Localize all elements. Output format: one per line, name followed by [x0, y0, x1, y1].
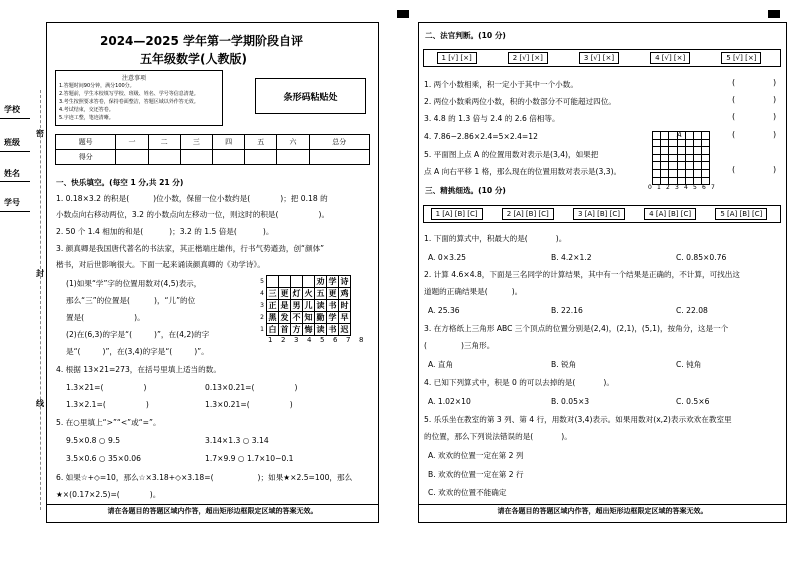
q-text: )。 — [149, 490, 161, 499]
q-text: )；3.2 的 1.5 倍是( — [169, 227, 237, 236]
answer-paren[interactable]: ) — [773, 78, 777, 87]
poem-cell: 更 — [328, 289, 337, 298]
poem-x-label: 5 — [320, 336, 325, 344]
gutter-line — [0, 181, 30, 182]
score-row-label: 得分 — [56, 150, 116, 165]
choice-q4-opt[interactable]: A. 1.02×10 — [428, 397, 471, 406]
grid-cell — [702, 154, 710, 162]
answer-paren[interactable]: ( — [732, 78, 736, 87]
poem-cell — [267, 276, 279, 288]
grid-x-label: 1 — [657, 184, 661, 191]
score-header: 五 — [245, 135, 277, 150]
score-cell[interactable] — [116, 150, 148, 165]
q-text: )。 — [318, 210, 330, 219]
gutter-line — [0, 211, 30, 212]
poem-y-label: 3 — [260, 302, 264, 309]
notice-line: 5.字迹工整，笔迹清晰。 — [59, 115, 114, 121]
poem-cell: 书 — [328, 301, 337, 310]
right-footer: 请在各题目的答题区域内作答，超出矩形边框限定区域的答案无效。 — [497, 507, 708, 515]
poem-cell — [303, 276, 315, 288]
poem-cell: 诗 — [340, 277, 349, 286]
q-text: )。 — [262, 227, 274, 236]
choice-q5-line2 — [424, 432, 572, 442]
grid-x-label: 4 — [684, 184, 688, 191]
q-text: 小数点向右移动两位，3.2 的小数点向左移动一位，则这时的积是( — [56, 210, 279, 219]
barcode-area: 条形码粘贴处 — [255, 78, 366, 114]
answer-box[interactable]: 4 [A] [B] [C] — [644, 208, 696, 220]
choice-q1 — [424, 234, 566, 244]
grid-x-label: 5 — [693, 184, 697, 191]
choice-q5-line1: 5. 乐乐坐在教室的第 3 列、第 4 行，用数对(3,4)表示。如果用数对(x,2)表示欢欢在教室里 — [424, 415, 732, 424]
grid-cell — [677, 154, 685, 162]
grid-cell — [677, 169, 685, 177]
poem-cell: 灯 — [292, 289, 301, 298]
q5b: 3.14×1.3 ○ 3.14 — [205, 436, 269, 445]
q1-line2 — [56, 210, 329, 220]
grid-x-label: 7 — [711, 184, 715, 191]
gutter-line — [0, 118, 30, 119]
grid-cell — [661, 162, 669, 170]
grid-x-label: 2 — [666, 184, 670, 191]
poem-x-label: 1 — [268, 336, 273, 344]
q3-line2: 楷书，对后世影响很大。下面一起来诵读颜真卿的《劝学诗》。 — [56, 260, 265, 269]
corner-mark-left — [397, 10, 409, 18]
grid-cell — [661, 169, 669, 177]
grid-cell — [702, 162, 710, 170]
gutter-feng: 封 — [36, 269, 44, 278]
score-cell[interactable] — [277, 150, 309, 165]
poem-cell: 不 — [292, 313, 301, 322]
choice-q3-opt[interactable]: B. 锐角 — [551, 360, 577, 369]
poem-cell: 学 — [328, 277, 337, 286]
poem-x-label: 7 — [346, 336, 351, 344]
q-text: ( — [424, 341, 427, 350]
poem-cell: 白 — [268, 325, 277, 334]
notice-line: 2.答题前，学生本校填写学校、班级、姓名、学号等信息清楚。 — [59, 91, 199, 97]
judge-q5a: 5. 平面图上点 A 的位置用数对表示是(3,4)，如果把 — [424, 150, 599, 159]
choice-q3-line2 — [424, 341, 494, 351]
poem-cell: 是 — [280, 301, 289, 310]
q-text: )；如果★×2.5=100，那么 — [257, 473, 353, 482]
q4-title: 4. 根据 13×21=273，在括号里填上适当的数。 — [56, 365, 221, 374]
q-text: ★×(0.17×2.5)=( — [56, 490, 120, 499]
q2-line — [56, 227, 273, 237]
choice-q4-opt[interactable]: C. 0.5×6 — [676, 397, 710, 406]
poem-cell: 更 — [280, 289, 289, 298]
poem-y-label: 1 — [260, 326, 264, 333]
poem-cell: 黑 — [268, 313, 277, 322]
poem-cell: 火 — [304, 289, 313, 298]
q-text: )。 — [603, 378, 614, 387]
poem-y-label: 4 — [260, 290, 264, 297]
grid-cell — [677, 162, 685, 170]
choice-q4 — [424, 378, 614, 388]
grid-cell — [702, 147, 710, 155]
grid-cell — [669, 139, 677, 147]
poem-cell: 发 — [280, 313, 289, 322]
gutter-name: 姓名 — [4, 169, 20, 178]
sec2-title: 二、法官判断。(10 分) — [425, 31, 506, 40]
q5c: 3.5×0.6 ○ 35×0.06 — [66, 454, 141, 463]
grid-cell — [685, 132, 693, 140]
poem-cell: 首 — [280, 325, 289, 334]
q3-sub1: (1)如果“学”字的位置用数对(4,5)表示， — [66, 279, 202, 288]
choice-q5-opt[interactable]: C. 欢欢的位置不能确定 — [428, 488, 507, 497]
exam-subtitle: 五年级数学(人教版) — [140, 52, 247, 66]
grid-cell — [661, 132, 669, 140]
answer-box[interactable]: 4 [√] [×] — [650, 52, 690, 64]
poem-cell: 劝 — [316, 277, 325, 286]
score-header: 总分 — [309, 135, 369, 150]
judge-q3: 3. 4.8 的 1.3 倍与 2.4 的 2.6 倍相等。 — [424, 114, 560, 123]
q-text: 置是( — [66, 313, 85, 322]
score-header: 题号 — [56, 135, 116, 150]
grid-cell — [685, 139, 693, 147]
choice-q4-opt[interactable]: B. 0.05×3 — [551, 397, 590, 406]
choice-q3-opt[interactable]: A. 直角 — [428, 360, 454, 369]
answer-box[interactable]: 3 [√] [×] — [579, 52, 619, 64]
choice-q3-line1: 3. 在方格纸上三角形 ABC 三个顶点的位置分别是(2,4)，(2,1)，(5,1)，按角分，这是一个 — [424, 324, 729, 333]
grid-x-label: 0 — [648, 184, 652, 191]
q-text: 0.13×0.21=( — [205, 383, 255, 392]
score-cell[interactable] — [245, 150, 277, 165]
grid-cell — [653, 147, 661, 155]
gutter-line — [0, 151, 30, 152]
q5a: 9.5×0.8 ○ 9.5 — [66, 436, 121, 445]
answer-paren[interactable]: ( — [732, 112, 736, 121]
poem-cell: 男 — [292, 301, 301, 310]
answer-box[interactable]: 1 [√] [×] — [437, 52, 477, 64]
coordinate-grid — [652, 131, 710, 185]
score-cell[interactable] — [148, 150, 180, 165]
q-text: 道题的正确结果是( — [424, 287, 488, 296]
poem-cell: 早 — [340, 313, 349, 322]
answer-paren[interactable]: ( — [732, 165, 736, 174]
q-text: )三角形。 — [460, 341, 495, 350]
q-text: )”，在(3,4)的字是“( — [102, 347, 173, 356]
grid-cell — [693, 162, 701, 170]
grid-x-axis — [648, 184, 720, 191]
q-text: (2)在(6,3)的字是“( — [66, 330, 133, 339]
choice-q2-line2 — [424, 287, 522, 297]
choice-q1-opt[interactable]: C. 0.85×0.76 — [676, 253, 727, 262]
answer-paren[interactable]: ) — [773, 95, 777, 104]
q-text: 的位置，那么下列说法错误的是( — [424, 432, 534, 441]
q-text: 是“( — [66, 347, 81, 356]
q-text: )；把 0.18 的 — [280, 194, 328, 203]
grid-cell — [685, 162, 693, 170]
notice-line: 3.考生按照要求答卷，保持卷面整洁，答题区域以外作答无效。 — [59, 99, 199, 105]
exam-title: 2024—2025 学年第一学期阶段自评 — [100, 34, 303, 48]
sec3-answer-boxes — [423, 205, 781, 223]
q-text: 6. 如果☆+◇=10，那么☆×3.18+◇×3.18=( — [56, 473, 214, 482]
answer-box[interactable]: 3 [A] [B] [C] — [573, 208, 625, 220]
answer-paren[interactable]: ) — [773, 112, 777, 121]
poem-cell: 儿 — [304, 301, 313, 310]
q-text: )”，在(4,2)的字 — [154, 330, 210, 339]
q-text: )位小数，保留一位小数约是( — [153, 194, 251, 203]
q-text: )。 — [511, 287, 523, 296]
poem-cell: 读 — [316, 325, 325, 334]
poem-cell: 书 — [328, 325, 337, 334]
score-header: 一 — [116, 135, 148, 150]
q4a: 1.3×21=( ) — [66, 383, 147, 392]
grid-cell — [685, 169, 693, 177]
poem-cell: 方 — [292, 325, 301, 334]
grid-cell — [661, 139, 669, 147]
q-text: 1.3×2.1=( — [66, 400, 106, 409]
gutter-seal: 密 — [36, 129, 44, 138]
notice-box — [55, 70, 223, 126]
poem-cell: 知 — [304, 313, 313, 322]
poem-x-label: 3 — [294, 336, 299, 344]
q4d: 1.3×0.21=( ) — [205, 400, 293, 409]
sec2-answer-boxes — [423, 49, 781, 67]
judge-q4: 4. 7.86−2.86×2.4=5×2.4=12 — [424, 132, 538, 141]
answer-box[interactable]: 1 [A] [B] [C] — [431, 208, 483, 220]
grid-cell — [693, 147, 701, 155]
poem-cell: 勤 — [316, 313, 325, 322]
q-text: )。 — [561, 432, 572, 441]
q3-sub3 — [66, 313, 145, 323]
q-text: 4. 已知下列算式中，积是 0 的可以去掉的是( — [424, 378, 576, 387]
q3-line1: 3. 颜真卿是我国唐代著名的书法家，其正楷端庄雄伟，行书气势遒劲，创“颜体” — [56, 244, 325, 253]
q3-sub4 — [66, 330, 209, 340]
grid-x-label: 3 — [675, 184, 679, 191]
grid-cell — [693, 154, 701, 162]
q1-line1 — [56, 194, 328, 204]
choice-q2-opt[interactable]: A. 25.36 — [428, 306, 460, 315]
q3-sub5 — [66, 347, 209, 357]
poem-cell: 迟 — [340, 325, 349, 334]
poem-cell: 时 — [340, 301, 349, 310]
poem-cell: 悔 — [304, 325, 313, 334]
q4b: 0.13×0.21=( ) — [205, 383, 298, 392]
answer-paren[interactable]: ) — [773, 130, 777, 139]
q-text: )。 — [134, 313, 145, 322]
score-cell[interactable] — [180, 150, 212, 165]
choice-q2-line1: 2. 计算 4.6×4.8，下面是三名同学的计算结果，其中有一个结果是正确的，不计算，可找出这 — [424, 270, 740, 279]
grid-x-label: 6 — [702, 184, 706, 191]
poem-cell: 三 — [268, 289, 277, 298]
grid-cell — [653, 139, 661, 147]
q5-title: 5. 在○里填上“>”“<”或“=”。 — [56, 418, 161, 427]
grid-cell — [669, 132, 677, 140]
q6-line2 — [56, 490, 160, 500]
q-text: 那么“三”的位置是( — [66, 296, 130, 305]
score-header: 三 — [180, 135, 212, 150]
q-text: )”。 — [194, 347, 209, 356]
score-table — [55, 134, 370, 165]
choice-q2-opt[interactable]: B. 22.16 — [551, 306, 583, 315]
grid-cell — [693, 132, 701, 140]
gutter-xian: 线 — [36, 399, 44, 408]
sec3-title: 三、精挑细选。(10 分) — [425, 186, 506, 195]
gutter-number: 学号 — [4, 198, 20, 207]
q6-line1 — [56, 473, 352, 483]
answer-paren[interactable]: ( — [732, 130, 736, 139]
judge-q1: 1. 两个小数相乘，积一定小于其中一个小数。 — [424, 80, 578, 89]
grid-cell — [702, 139, 710, 147]
grid-cell — [653, 132, 661, 140]
q-text: 2. 50 个 1.4 相加的和是( — [56, 227, 144, 236]
poem-cell: 五 — [316, 289, 325, 298]
choice-q3-opt[interactable]: C. 钝角 — [676, 360, 702, 369]
q-text: 1.3×0.21=( — [205, 400, 250, 409]
q5d: 1.7×9.9 ○ 1.7×10−0.1 — [205, 454, 294, 463]
answer-paren[interactable]: ) — [773, 165, 777, 174]
grid-cell — [702, 132, 710, 140]
grid-cell — [685, 154, 693, 162]
choice-q1-opt[interactable]: A. 0×3.25 — [428, 253, 466, 262]
grid-cell — [661, 154, 669, 162]
q-text: 1. 下面的算式中，积最大的是( — [424, 234, 528, 243]
grid-cell — [653, 154, 661, 162]
grid-cell — [702, 169, 710, 177]
score-header: 六 — [277, 135, 309, 150]
answer-box[interactable]: 2 [√] [×] — [508, 52, 548, 64]
grid-cell — [693, 169, 701, 177]
answer-box[interactable]: 5 [A] [B] [C] — [715, 208, 767, 220]
grid-cell — [653, 162, 661, 170]
score-header: 二 — [148, 135, 180, 150]
choice-q5-opt[interactable]: B. 欢欢的位置一定在第 2 行 — [428, 470, 524, 479]
answer-box[interactable]: 2 [A] [B] [C] — [502, 208, 554, 220]
poem-x-label: 6 — [333, 336, 338, 344]
poem-cell: 读 — [316, 301, 325, 310]
grid-cell — [677, 139, 685, 147]
gutter-class: 班级 — [4, 138, 20, 147]
gutter-dash — [40, 90, 41, 510]
score-cell[interactable] — [309, 150, 369, 165]
corner-mark-right — [768, 10, 780, 18]
left-footer-divider — [46, 504, 379, 505]
answer-paren[interactable]: ( — [732, 95, 736, 104]
poem-cell: 鸡 — [340, 289, 349, 298]
point-a-label: A — [677, 131, 682, 139]
choice-q2-opt[interactable]: C. 22.08 — [676, 306, 708, 315]
grid-cell — [669, 147, 677, 155]
poem-x-label: 8 — [359, 336, 364, 344]
poem-cell — [291, 276, 303, 288]
q4c: 1.3×2.1=( ) — [66, 400, 149, 409]
q-text: 1. 0.18×3.2 的积是( — [56, 194, 130, 203]
grid-cell — [669, 169, 677, 177]
q-text: )。 — [555, 234, 567, 243]
grid-cell — [653, 169, 661, 177]
sec1-title: 一、快乐填空。(每空 1 分,共 21 分) — [56, 178, 184, 187]
notice-line: 4.考试结束，交还答卷。 — [59, 107, 114, 113]
judge-q2: 2. 两位小数乘两位小数，积的小数部分不可能超过四位。 — [424, 97, 616, 106]
poem-cell: 正 — [268, 301, 277, 310]
judge-q5b: 点 A 向右平移 1 格，那么现在的位置用数对表示是(3,3)。 — [424, 167, 622, 176]
poem-y-label: 5 — [260, 278, 264, 285]
q3-sub2 — [66, 296, 195, 306]
q-text: )，“儿”的位 — [154, 296, 196, 305]
answer-box[interactable]: 5 [√] [×] — [721, 52, 761, 64]
grid-cell — [685, 147, 693, 155]
score-header: 四 — [212, 135, 244, 150]
grid-cell — [669, 154, 677, 162]
grid-cell — [693, 139, 701, 147]
poem-cell: 学 — [328, 313, 337, 322]
score-cell[interactable] — [212, 150, 244, 165]
poem-cell — [279, 276, 291, 288]
grid-cell — [677, 147, 685, 155]
choice-q1-opt[interactable]: B. 4.2×1.2 — [551, 253, 592, 262]
grid-cell — [669, 162, 677, 170]
notice-title: 注意事项 — [122, 75, 147, 82]
left-footer: 请在各题目的答题区域内作答，超出矩形边框限定区域的答案无效。 — [107, 507, 318, 515]
right-footer-divider — [418, 504, 787, 505]
poem-y-label: 2 — [260, 314, 264, 321]
q-text: 1.3×21=( — [66, 383, 104, 392]
gutter-school: 学校 — [4, 105, 20, 114]
poem-grid — [258, 275, 372, 344]
choice-q5-opt[interactable]: A. 欢欢的位置一定在第 2 列 — [428, 451, 524, 460]
notice-line: 1.答题时间90分钟，满分100分。 — [59, 83, 135, 89]
poem-x-label: 2 — [281, 336, 286, 344]
poem-x-label: 4 — [307, 336, 312, 344]
grid-cell — [661, 147, 669, 155]
